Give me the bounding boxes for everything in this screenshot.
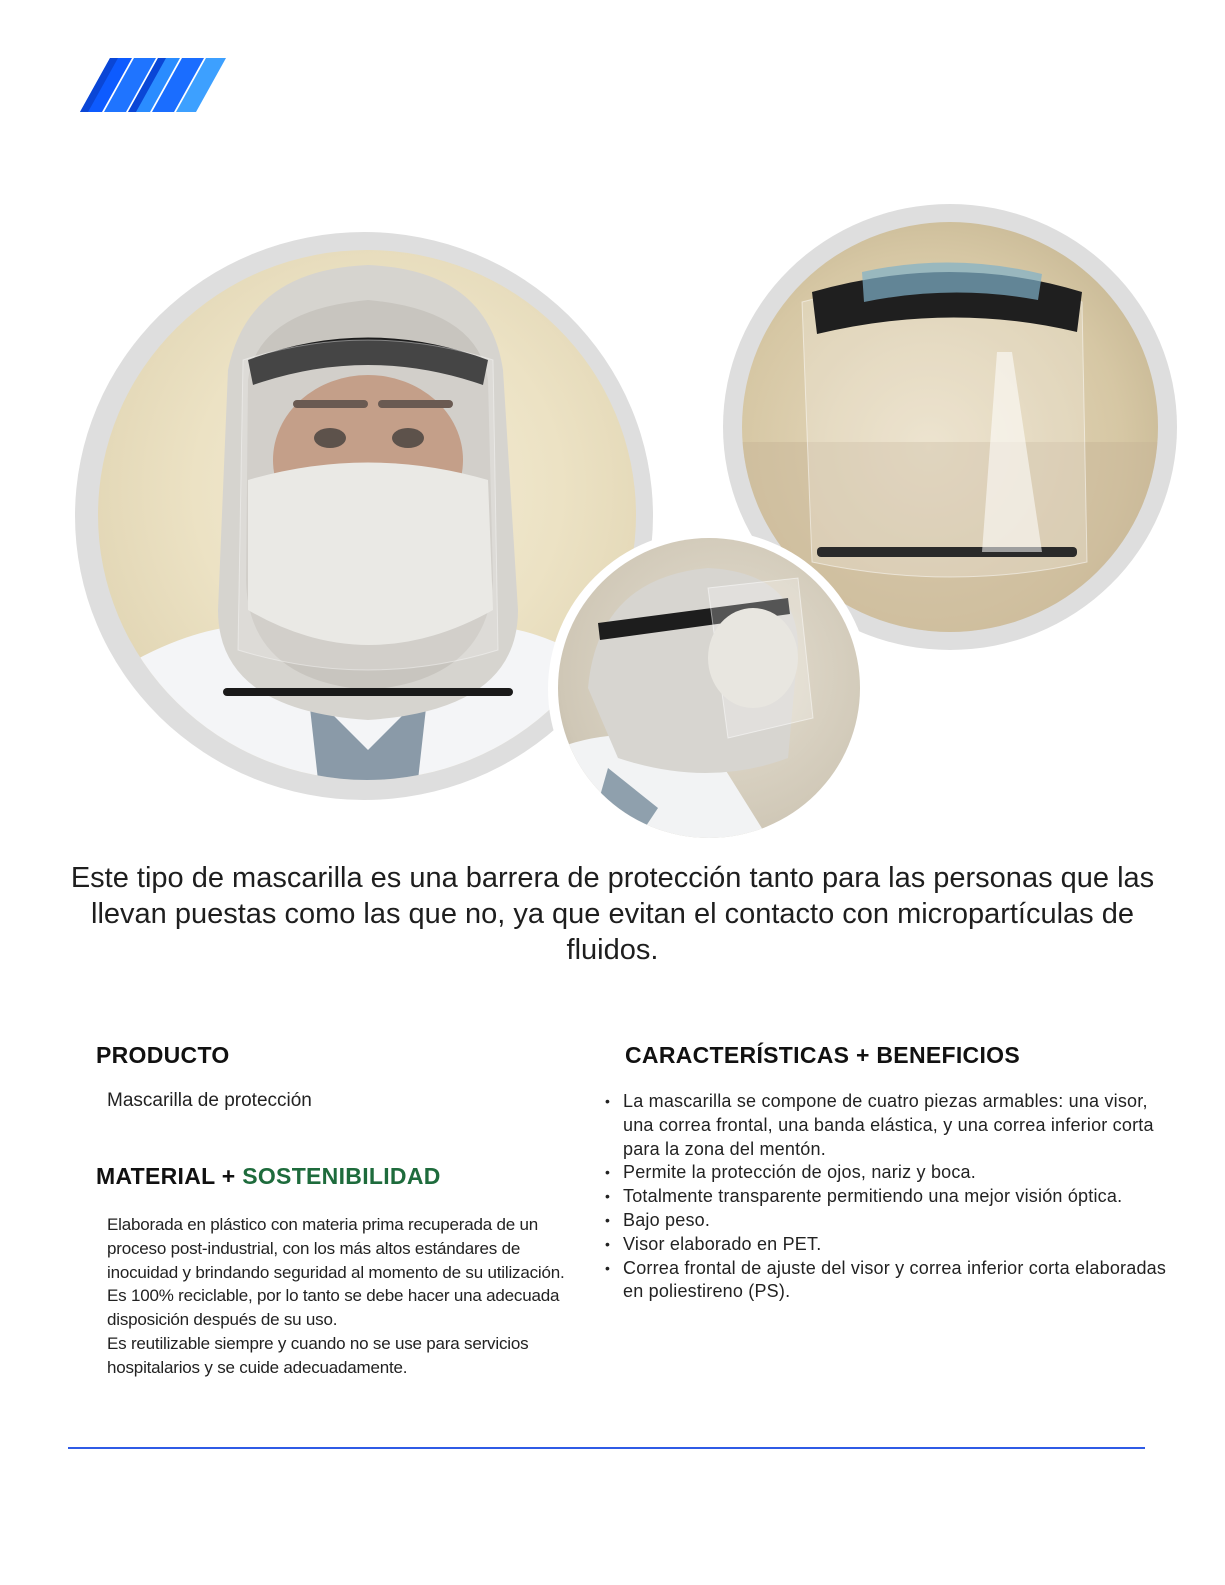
material-description	[107, 1213, 567, 1380]
list-item: • Correa frontal de ajuste del visor y correa inferior corta elaboradas en poliestireno (PS).	[604, 1257, 1179, 1305]
material-paragraph: Elaborada en plástico con materia prima recuperada de un proceso post-industrial, con los más altos estándares de inocuidad y brindando seguridad al momento de su utilización.	[107, 1215, 565, 1282]
person-side-view-photo	[558, 538, 860, 838]
list-item: • Bajo peso.	[604, 1209, 1179, 1233]
footer-divider	[68, 1447, 1145, 1449]
list-item: • Permite la protección de ojos, nariz y boca.	[604, 1161, 1179, 1185]
intro-text: Este tipo de mascarilla es una barrera de protección tanto para las personas que las llevan puestas como las que no, ya que evitan el contacto con micropartículas de fluidos.	[70, 862, 1155, 966]
list-item: • Totalmente transparente permitiendo una mejor visión óptica.	[604, 1185, 1179, 1209]
material-heading-part: MATERIAL +	[96, 1163, 243, 1189]
list-item: • Visor elaborado en PET.	[604, 1233, 1179, 1257]
brand-logo-icon	[80, 58, 226, 112]
material-paragraph: Es reutilizable siempre y cuando no se use para servicios hospitalarios y se cuide adecuadamente.	[107, 1333, 529, 1377]
sostenibilidad-heading-part: SOSTENIBILIDAD	[242, 1163, 441, 1189]
list-item: • La mascarilla se compone de cuatro piezas armables: una visor, una correa frontal, una banda elástica, y una correa inferior corta para la zona del mentón.	[604, 1090, 1179, 1161]
producto-name: Mascarilla de protección	[107, 1090, 312, 1111]
material-heading	[96, 1163, 441, 1190]
producto-heading: PRODUCTO	[96, 1042, 230, 1068]
benefits-list	[604, 1090, 1179, 1304]
material-paragraph: Es 100% reciclable, por lo tanto se debe hacer una adecuada disposición después de su uso.	[107, 1286, 560, 1330]
caracteristicas-heading: CARACTERÍSTICAS + BENEFICIOS	[625, 1042, 1020, 1068]
